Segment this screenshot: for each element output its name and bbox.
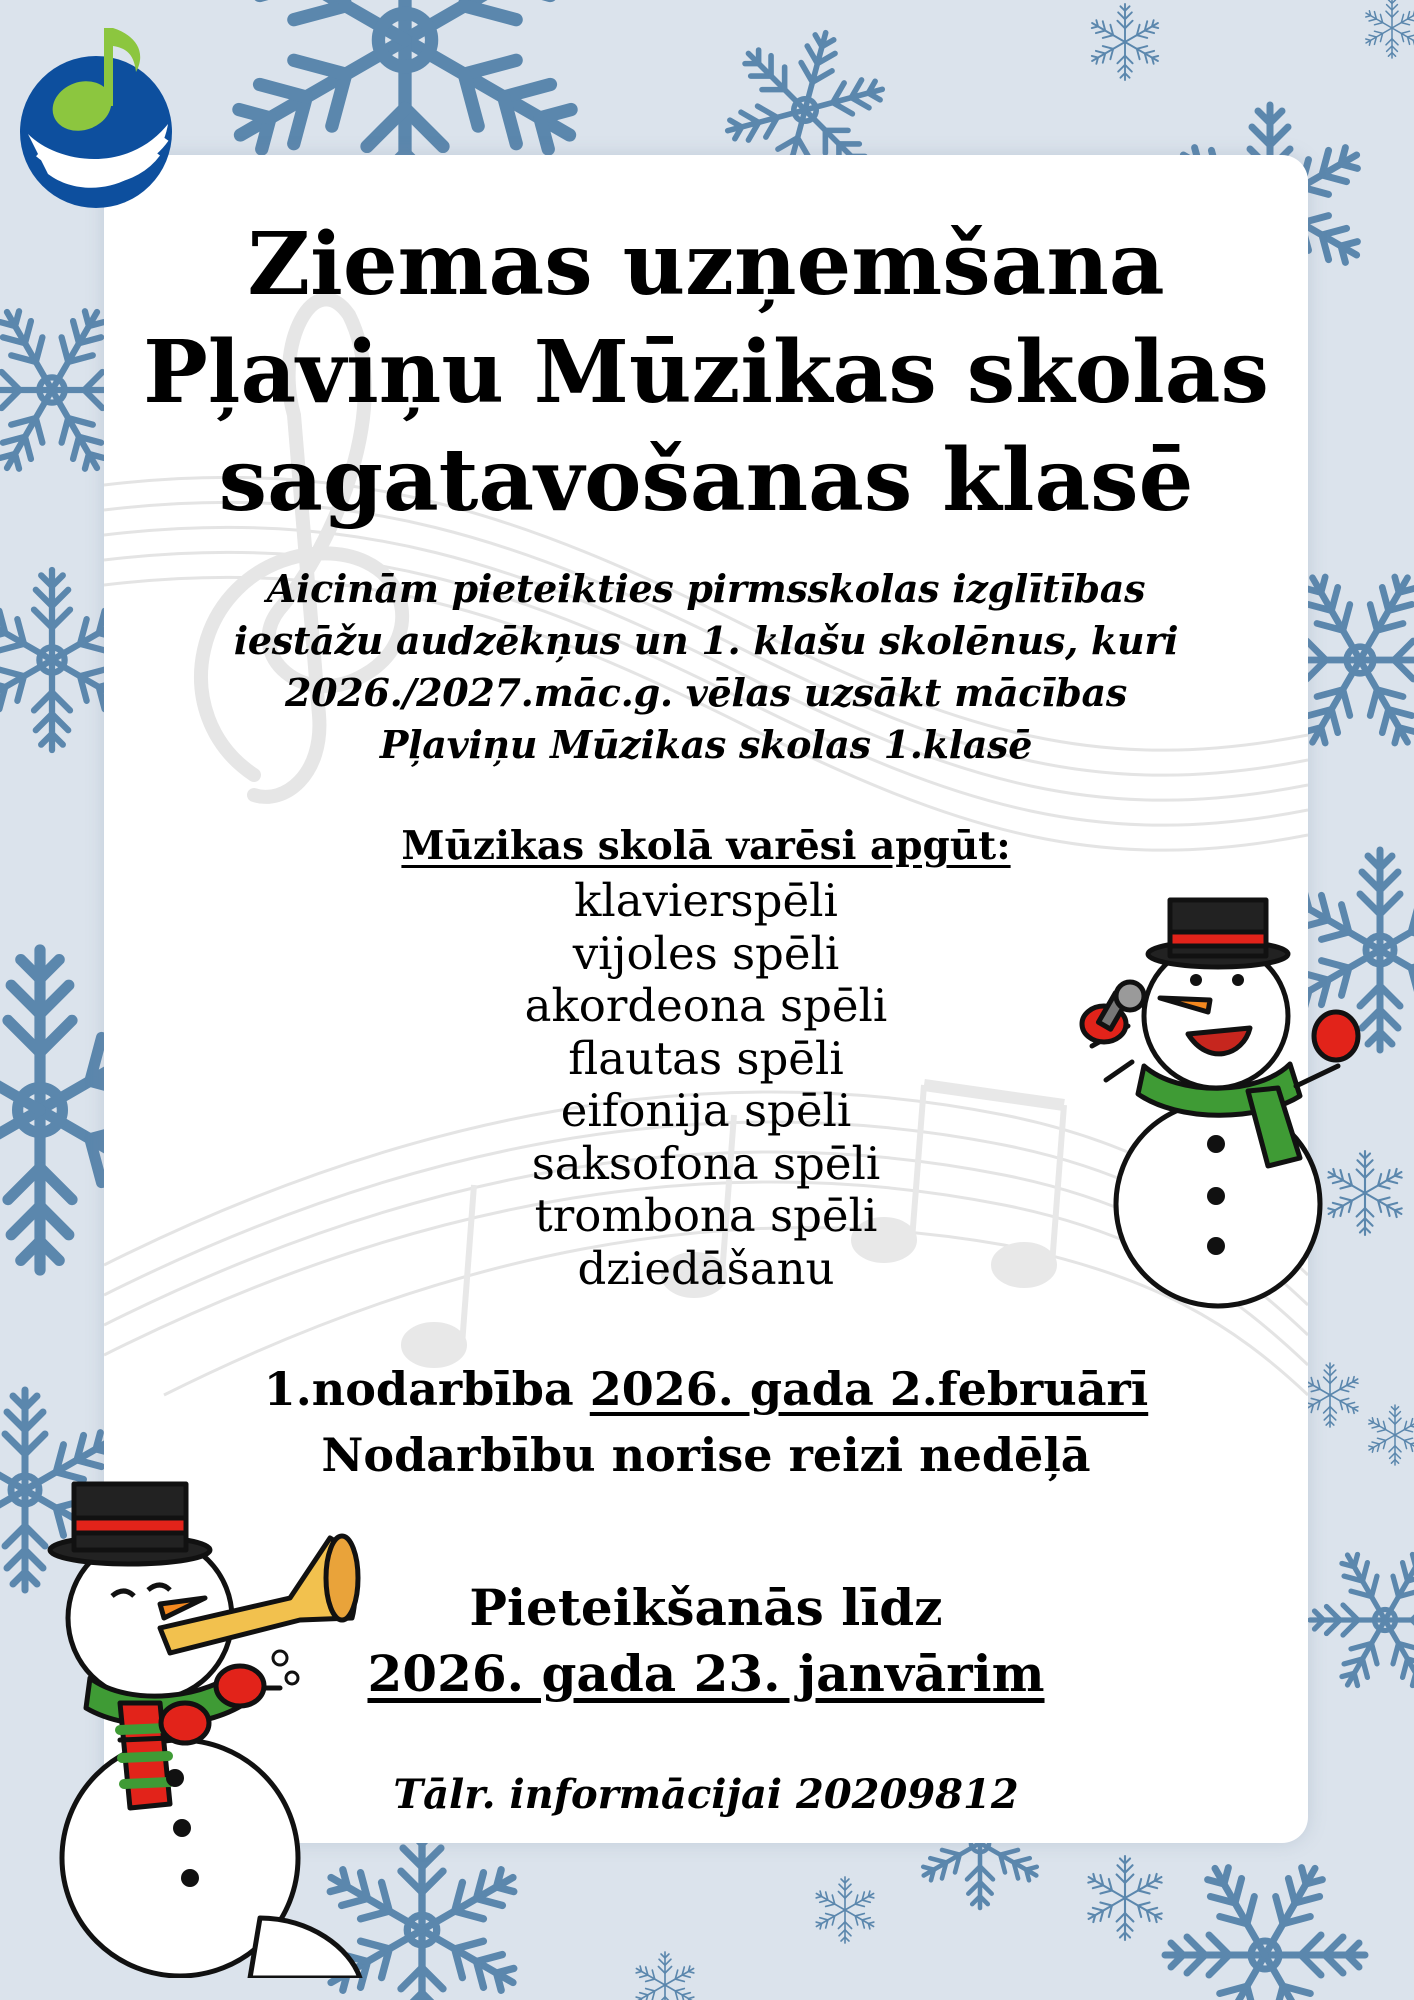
instrument-item: saksofona spēli: [531, 1136, 881, 1190]
invitation-line: 2026./2027.māc.g. vēlas uzsākt mācības: [285, 670, 1127, 715]
title-line: Ziemas uzņemšana: [247, 214, 1165, 315]
contact-phone: Tālr. informācijai 20209812: [393, 1771, 1019, 1818]
instrument-item: flautas spēli: [568, 1031, 844, 1085]
instrument-item: akordeona spēli: [524, 979, 888, 1032]
instrument-item: vijoles spēli: [572, 926, 840, 980]
snowman-microphone-illustration: [1068, 896, 1384, 1312]
snowflake-icon: [1131, 1820, 1398, 2000]
instrument-item: trombona spēli: [534, 1189, 878, 1242]
snowflake-icon: [1084, 1856, 1165, 1940]
page-title: [104, 211, 1308, 535]
snowflake-icon: [633, 1952, 697, 2000]
invitation-line: Aicinām pieteikties pirmsskolas izglītības: [266, 566, 1146, 611]
invitation-line: Pļaviņu Mūzikas skolas 1.klasē: [379, 722, 1033, 767]
signup-deadline: 2026. gada 23. janvārim: [367, 1644, 1045, 1703]
lesson-frequency: Nodarbību norise reizi nedēļā: [321, 1428, 1091, 1482]
invitation-text: [144, 563, 1268, 771]
instrument-item: dziedāšanu: [577, 1241, 835, 1295]
snowflake-icon: [813, 1877, 877, 1943]
subjects-heading: Mūzikas skolā varēsi apgūt:: [401, 823, 1011, 869]
title-line: sagatavošanas klasē: [218, 430, 1194, 531]
invitation-line: iestāžu audzēkņus un 1. klašu skolēnus, kuri: [233, 618, 1179, 663]
first-lesson-line: [104, 1357, 1308, 1421]
first-lesson-label: 1.nodarbība: [263, 1362, 590, 1416]
instrument-item: klavierspēli: [574, 874, 838, 927]
snowflake-icon: [1088, 4, 1161, 80]
snowman-trumpet-illustration: [30, 1478, 380, 1978]
snowflake-icon: [1366, 1405, 1414, 1465]
title-line: Pļaviņu Mūzikas skolas: [143, 322, 1269, 423]
signup-label: Pieteikšanās līdz: [469, 1578, 943, 1637]
snowflake-icon: [1299, 1363, 1361, 1427]
first-lesson-date: 2026. gada 2.februārī: [589, 1362, 1149, 1416]
snowflake-icon: [1363, 0, 1414, 58]
instrument-item: eifonija spēli: [560, 1084, 852, 1137]
